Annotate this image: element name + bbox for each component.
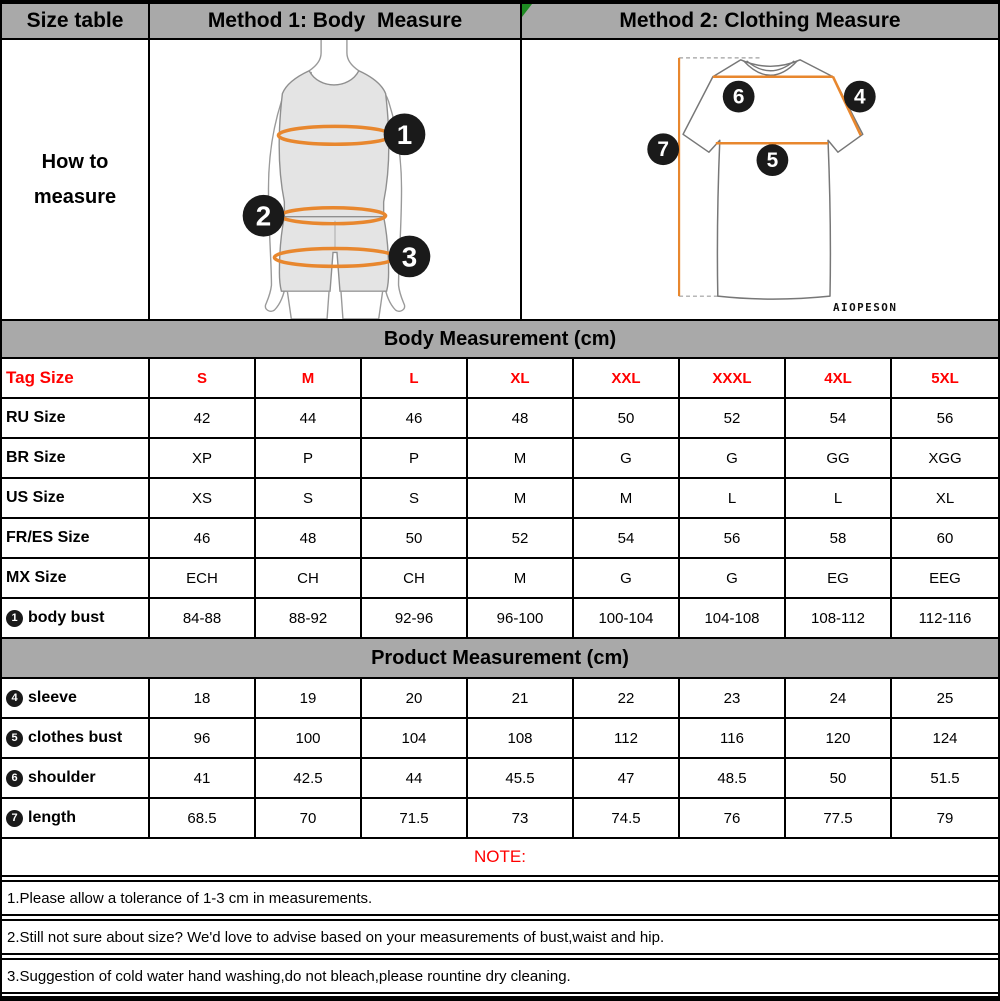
circled-6-icon: 6 — [6, 770, 23, 787]
value-cell: 20 — [362, 679, 468, 717]
value-cell: G — [574, 439, 680, 477]
top-section — [2, 4, 998, 321]
value-cell: 25 — [936, 689, 954, 707]
value-cell: ECH — [150, 559, 256, 597]
row-label-cell: Tag Size — [2, 359, 150, 397]
value-cell: 112-116 — [918, 609, 972, 627]
svg-text:4: 4 — [853, 85, 866, 109]
row-label-cell: 4 sleeve — [2, 679, 150, 717]
value-cell: L — [786, 479, 892, 517]
value-cell: 52 — [680, 399, 786, 437]
circled-7-icon: 7 — [6, 810, 23, 827]
value-cell: 23 — [680, 679, 786, 717]
value-cell: 112 — [574, 719, 680, 757]
value-cell: 18 — [150, 679, 256, 717]
circled-5-icon: 5 — [6, 730, 23, 747]
size-cell: S — [150, 359, 256, 397]
svg-text:7: 7 — [657, 138, 669, 162]
value-cell: 104-108 — [680, 599, 786, 637]
value-cell: 54 — [574, 519, 680, 557]
row-label-cell: BR Size — [2, 439, 150, 477]
marker-7 — [647, 133, 679, 165]
value-cell: 71.5 — [362, 799, 468, 837]
row-label-cell: 6 shoulder — [2, 759, 150, 797]
header-size-table — [2, 4, 150, 40]
circled-4-icon: 4 — [6, 690, 23, 707]
note-1: 1.Please allow a tolerance of 1-3 cm in measurements. — [2, 880, 998, 916]
value-cell: G — [680, 559, 786, 597]
header-method1 — [150, 4, 522, 40]
value-cell: 96 — [150, 719, 256, 757]
value-cell: 21 — [468, 679, 574, 717]
clothing-figure-cell — [522, 40, 998, 321]
row-us-size — [2, 479, 998, 519]
note-title: NOTE: — [2, 839, 998, 877]
svg-text:3: 3 — [401, 241, 418, 273]
row-mx-size — [2, 559, 998, 599]
value-cell: G — [574, 559, 680, 597]
circled-1-icon: 1 — [6, 610, 23, 627]
value-cell: 79 — [936, 809, 954, 827]
value-cell: 104 — [362, 719, 468, 757]
value-cell: 44 — [362, 759, 468, 797]
value-cell: EG — [786, 559, 892, 597]
value-cell: M — [468, 559, 574, 597]
row-shoulder — [2, 759, 998, 799]
value-cell: 24 — [786, 679, 892, 717]
value-cell: L — [680, 479, 786, 517]
value-cell: P — [256, 439, 362, 477]
row-label-cell: 7 length — [2, 799, 150, 837]
value-cell: 84-88 — [150, 599, 256, 637]
value-cell: 50 — [786, 759, 892, 797]
how-to-measure-cell — [2, 40, 150, 321]
value-cell: 41 — [150, 759, 256, 797]
neck-icon — [309, 40, 359, 71]
green-corner-marker — [522, 4, 532, 17]
value-cell: 100 — [256, 719, 362, 757]
row-sleeve — [2, 679, 998, 719]
product-measurement-title: Product Measurement (cm) — [2, 639, 998, 679]
value-cell: 46 — [362, 399, 468, 437]
size-cell: XL — [468, 359, 574, 397]
row-clothes-bust — [2, 719, 998, 759]
value-cell: 96-100 — [468, 599, 574, 637]
value-cell: 70 — [256, 799, 362, 837]
svg-text:5: 5 — [766, 149, 779, 173]
svg-text:6: 6 — [732, 85, 745, 109]
marker-4 — [844, 81, 876, 113]
value-cell: 42 — [150, 399, 256, 437]
value-cell: S — [362, 479, 468, 517]
row-label-cell: US Size — [2, 479, 150, 517]
row-label-cell: RU Size — [2, 399, 150, 437]
row-label-cell: FR/ES Size — [2, 519, 150, 557]
value-cell: 48 — [256, 519, 362, 557]
how-to-measure-label: How to measure — [33, 150, 117, 208]
value-cell: 48 — [468, 399, 574, 437]
svg-text:1: 1 — [396, 119, 413, 151]
value-cell: 74.5 — [574, 799, 680, 837]
value-cell: 56 — [936, 409, 954, 427]
value-cell: 120 — [786, 719, 892, 757]
value-cell: 48.5 — [680, 759, 786, 797]
method2-label: Method 2: Clothing Measure — [619, 9, 901, 32]
value-cell: 76 — [680, 799, 786, 837]
value-cell: P — [362, 439, 468, 477]
row-label-cell: 1 body bust — [2, 599, 150, 637]
value-cell: 44 — [256, 399, 362, 437]
size-table-label: Size table — [26, 9, 124, 32]
method1-label: Method 1: Body Measure — [207, 9, 463, 32]
note-3: 3.Suggestion of cold water hand washing,do not bleach,please rountine dry cleaning. — [2, 958, 998, 994]
row-ru-size — [2, 399, 998, 439]
value-cell: S — [256, 479, 362, 517]
value-cell: M — [468, 439, 574, 477]
value-cell: 100-104 — [574, 599, 680, 637]
value-cell: 50 — [574, 399, 680, 437]
size-cell: 5XL — [931, 369, 959, 387]
row-label-cell: MX Size — [2, 559, 150, 597]
value-cell: 47 — [574, 759, 680, 797]
row-length — [2, 799, 998, 839]
size-cell: 4XL — [786, 359, 892, 397]
body-figure-cell — [150, 40, 522, 321]
svg-text:2: 2 — [255, 200, 272, 232]
value-cell: XP — [150, 439, 256, 477]
value-cell: XS — [150, 479, 256, 517]
value-cell: 108-112 — [786, 599, 892, 637]
value-cell: 51.5 — [930, 769, 960, 787]
row-label-cell: 5 clothes bust — [2, 719, 150, 757]
value-cell: CH — [362, 559, 468, 597]
value-cell: GG — [786, 439, 892, 477]
note-2: 2.Still not sure about size? We'd love to advise based on your measurements of bust,waist and hip. — [2, 919, 998, 955]
size-cell: XXL — [574, 359, 680, 397]
value-cell: 45.5 — [468, 759, 574, 797]
left-leg-icon — [287, 291, 329, 319]
row-body-bust — [2, 599, 998, 639]
value-cell: 73 — [468, 799, 574, 837]
value-cell: 116 — [680, 719, 786, 757]
marker-5 — [757, 144, 789, 176]
brand-label: AIOPESON — [832, 301, 898, 315]
row-tag-size — [2, 359, 998, 399]
value-cell: 19 — [256, 679, 362, 717]
value-cell: 60 — [936, 529, 954, 547]
value-cell: 124 — [932, 729, 958, 747]
marker-3 — [389, 236, 431, 278]
value-cell: XGG — [928, 449, 962, 467]
tshirt-icon — [683, 60, 863, 299]
row-br-size — [2, 439, 998, 479]
size-cell: L — [362, 359, 468, 397]
value-cell: 52 — [468, 519, 574, 557]
value-cell: G — [680, 439, 786, 477]
value-cell: 68.5 — [150, 799, 256, 837]
value-cell: M — [574, 479, 680, 517]
value-cell: 92-96 — [362, 599, 468, 637]
value-cell: 42.5 — [256, 759, 362, 797]
value-cell: CH — [256, 559, 362, 597]
marker-1 — [384, 113, 426, 155]
value-cell: 54 — [786, 399, 892, 437]
value-cell: 56 — [680, 519, 786, 557]
body-measurement-title: Body Measurement (cm) — [2, 321, 998, 359]
marker-2 — [243, 195, 285, 237]
value-cell: EEG — [929, 569, 961, 587]
size-cell: XXXL — [680, 359, 786, 397]
value-cell: 46 — [150, 519, 256, 557]
row-fres-size — [2, 519, 998, 559]
value-cell: 22 — [574, 679, 680, 717]
clothing-measure-illustration — [522, 40, 998, 319]
value-cell: 50 — [362, 519, 468, 557]
header-method2 — [522, 4, 998, 40]
value-cell: 77.5 — [786, 799, 892, 837]
value-cell: M — [468, 479, 574, 517]
value-cell: XL — [935, 489, 955, 507]
right-leg-icon — [341, 291, 383, 319]
value-cell: 88-92 — [256, 599, 362, 637]
size-cell: M — [256, 359, 362, 397]
body-measure-illustration — [150, 40, 520, 319]
value-cell: 108 — [468, 719, 574, 757]
marker-6 — [723, 81, 755, 113]
shorts-icon — [279, 217, 388, 291]
value-cell: 58 — [786, 519, 892, 557]
